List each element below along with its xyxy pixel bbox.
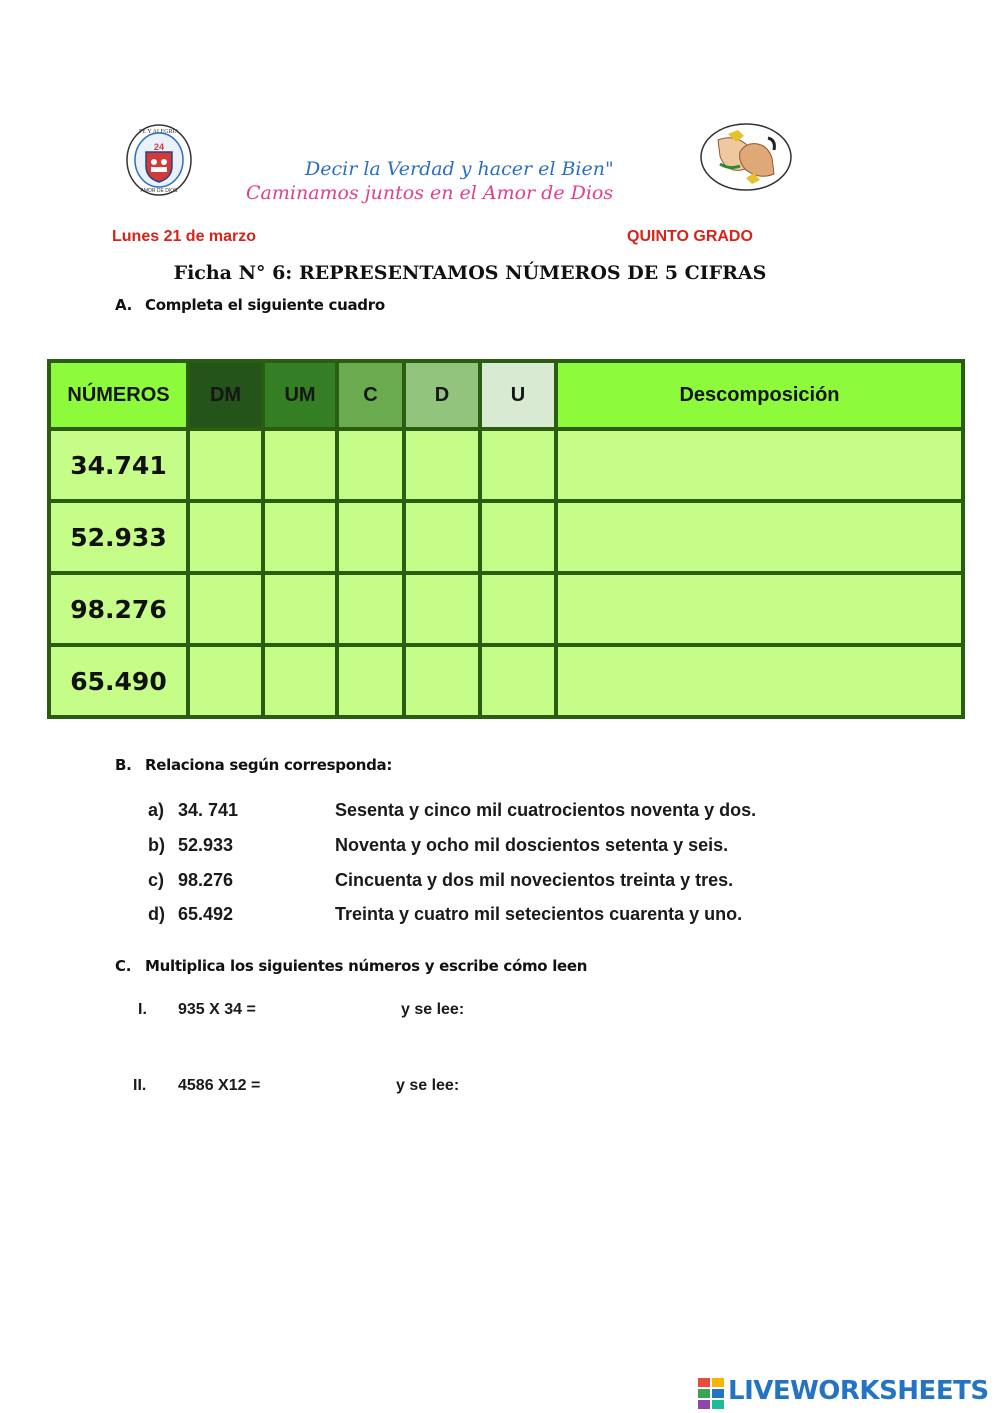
section-a-letter: A. [115,296,132,314]
d-answer-cell[interactable] [404,501,480,573]
motto-line-2: Caminamos juntos en el Amor de Dios [246,182,614,204]
header-um: UM [263,361,337,429]
c-answer-cell[interactable] [337,501,404,573]
c-answer-cell[interactable] [337,573,404,645]
svg-text:AMOR DE DIOS: AMOR DE DIOS [140,188,178,194]
section-a-heading [115,296,385,314]
table-row [49,573,963,645]
match-item-value: 52.933 [178,835,234,855]
header-d: D [404,361,480,429]
match-item-value: 98.276 [178,870,234,890]
section-b-letter: B. [115,756,132,774]
number-cell: 65.490 [49,645,188,717]
table-row [49,501,963,573]
match-item-label: c) [148,870,165,890]
exercise-expression: 4586 X12 = [178,1077,261,1094]
header-c: C [337,361,404,429]
exercise-label: II. [133,1077,147,1094]
um-answer-cell[interactable] [263,573,337,645]
match-item-label: b) [148,835,165,855]
worksheet-title: Ficha N° 6: REPRESENTAMOS NÚMEROS DE 5 CIFRAS [173,262,767,284]
number-cell: 34.741 [49,429,188,501]
section-b-heading [115,756,392,774]
dm-answer-cell[interactable] [188,573,263,645]
decomposition-answer-cell[interactable] [556,501,963,573]
match-item-label: a) [148,800,165,820]
table-row [49,645,963,717]
dm-answer-cell[interactable] [188,501,263,573]
header-descomposicion: Descomposición [556,361,963,429]
d-answer-cell[interactable] [404,429,480,501]
um-answer-cell[interactable] [263,501,337,573]
u-answer-cell[interactable] [480,645,556,717]
number-cell: 52.933 [49,501,188,573]
section-c-instruction: Multiplica los siguientes números y escribe cómo leen [145,957,588,975]
section-c-letter: C. [115,957,132,975]
header-u: U [480,361,556,429]
svg-text:FE Y ALEGRIA: FE Y ALEGRIA [139,129,179,135]
svg-text:24: 24 [153,142,165,152]
um-answer-cell[interactable] [263,429,337,501]
motto-line-1: Decir la Verdad y hacer el Bien" [305,158,614,180]
match-item-text: Cincuenta y dos mil novecientos treinta y tres. [335,870,734,890]
c-answer-cell[interactable] [337,429,404,501]
decomposition-answer-cell[interactable] [556,645,963,717]
date-label: Lunes 21 de marzo [112,228,257,245]
holding-hands-icon [698,120,794,194]
exercise-expression: 935 X 34 = [178,1001,256,1018]
match-item-value: 65.492 [178,904,234,924]
section-a-instruction: Completa el siguiente cuadro [145,296,385,314]
section-c-heading [115,957,587,975]
dm-answer-cell[interactable] [188,645,263,717]
section-b-instruction: Relaciona según corresponda: [145,756,393,774]
place-value-table [47,359,965,713]
match-item-value: 34. 741 [178,800,239,820]
c-answer-cell[interactable] [337,645,404,717]
d-answer-cell[interactable] [404,645,480,717]
match-item-text: Noventa y ocho mil doscientos setenta y seis. [335,835,729,855]
decomposition-answer-cell[interactable] [556,429,963,501]
table-header-row [49,361,963,429]
d-answer-cell[interactable] [404,573,480,645]
liveworksheets-brand: LIVEWORKSHEETS [728,1376,989,1406]
u-answer-cell[interactable] [480,501,556,573]
match-item-text: Treinta y cuatro mil setecientos cuarenta y uno. [335,904,743,924]
um-answer-cell[interactable] [263,645,337,717]
exercise-label: I. [138,1001,147,1018]
grade-label: QUINTO GRADO [627,228,753,245]
match-item-text: Sesenta y cinco mil cuatrocientos noventa y dos. [335,800,757,820]
decomposition-answer-cell[interactable] [556,573,963,645]
number-cell: 98.276 [49,573,188,645]
header-numeros: NÚMEROS [49,361,188,429]
u-answer-cell[interactable] [480,429,556,501]
dm-answer-cell[interactable] [188,429,263,501]
header-dm: DM [188,361,263,429]
u-answer-cell[interactable] [480,573,556,645]
exercise-read-label: y se lee: [396,1077,460,1094]
table-row [49,429,963,501]
school-logo [124,122,194,198]
liveworksheets-icon [698,1378,726,1410]
match-item-label: d) [148,904,165,924]
exercise-read-label: y se lee: [401,1001,465,1018]
